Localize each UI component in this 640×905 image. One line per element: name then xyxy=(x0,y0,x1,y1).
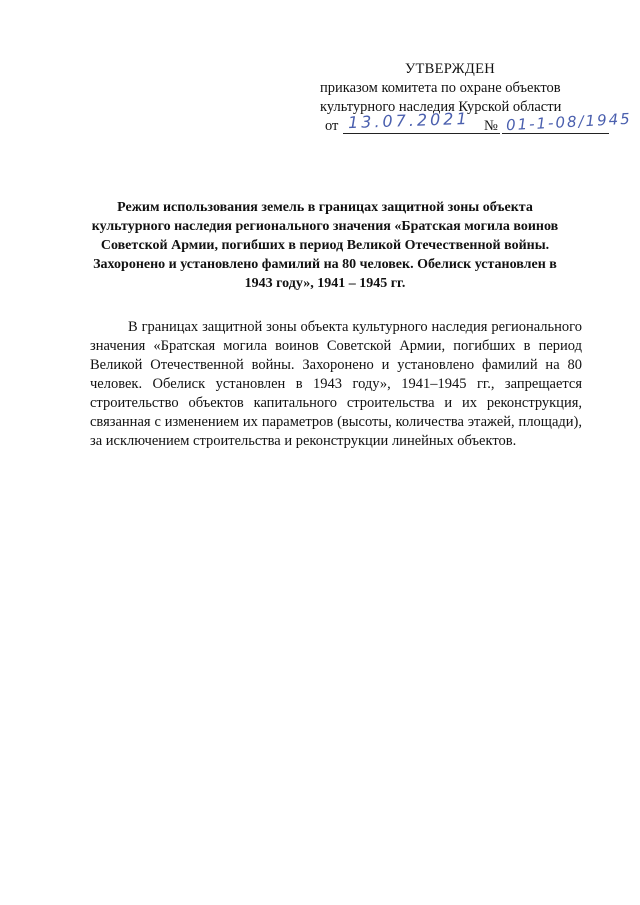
approval-block xyxy=(320,60,633,139)
date-label: от xyxy=(325,118,339,134)
document-title: Режим использования земель в границах защитной зоны объекта культурного наследия регионального значения «Братская могила воинов Советской Армии, погибших в период Великой Отечественной войны. Захоронено и установлено фамилий на 80 человек. Обелиск установлен в 1943 году», 1941 – 1945 гг. xyxy=(91,200,559,291)
approved-heading: УТВЕРЖДЕН xyxy=(404,61,496,77)
handwritten-date: 13.07.2021 xyxy=(347,108,470,133)
approval-signature-line xyxy=(320,108,633,139)
document-body xyxy=(90,318,582,451)
date-blank-line xyxy=(343,133,500,134)
number-label: № xyxy=(484,118,498,134)
approval-line-1: приказом комитета по охране объектов xyxy=(320,80,561,96)
body-paragraph: В границах защитной зоны объекта культурного наследия регионального значения «Братская могила воинов Советской Армии, погибших в период Великой Отечественной войны. Захоронено и установлено фамилий на 80 человек. Обелиск установлен в 1943 году», 1941–1945 гг., запрещается строительство объектов капитального строительства и их реконструкция, связанная с изменением их параметров (высоты, количества этажей, площади), за исключением строительства и реконструкции линейных объектов. xyxy=(90,319,582,449)
approval-line-2: культурного наследия Курской области xyxy=(320,99,562,115)
handwritten-number: 01-1-08/1945 xyxy=(505,109,633,135)
